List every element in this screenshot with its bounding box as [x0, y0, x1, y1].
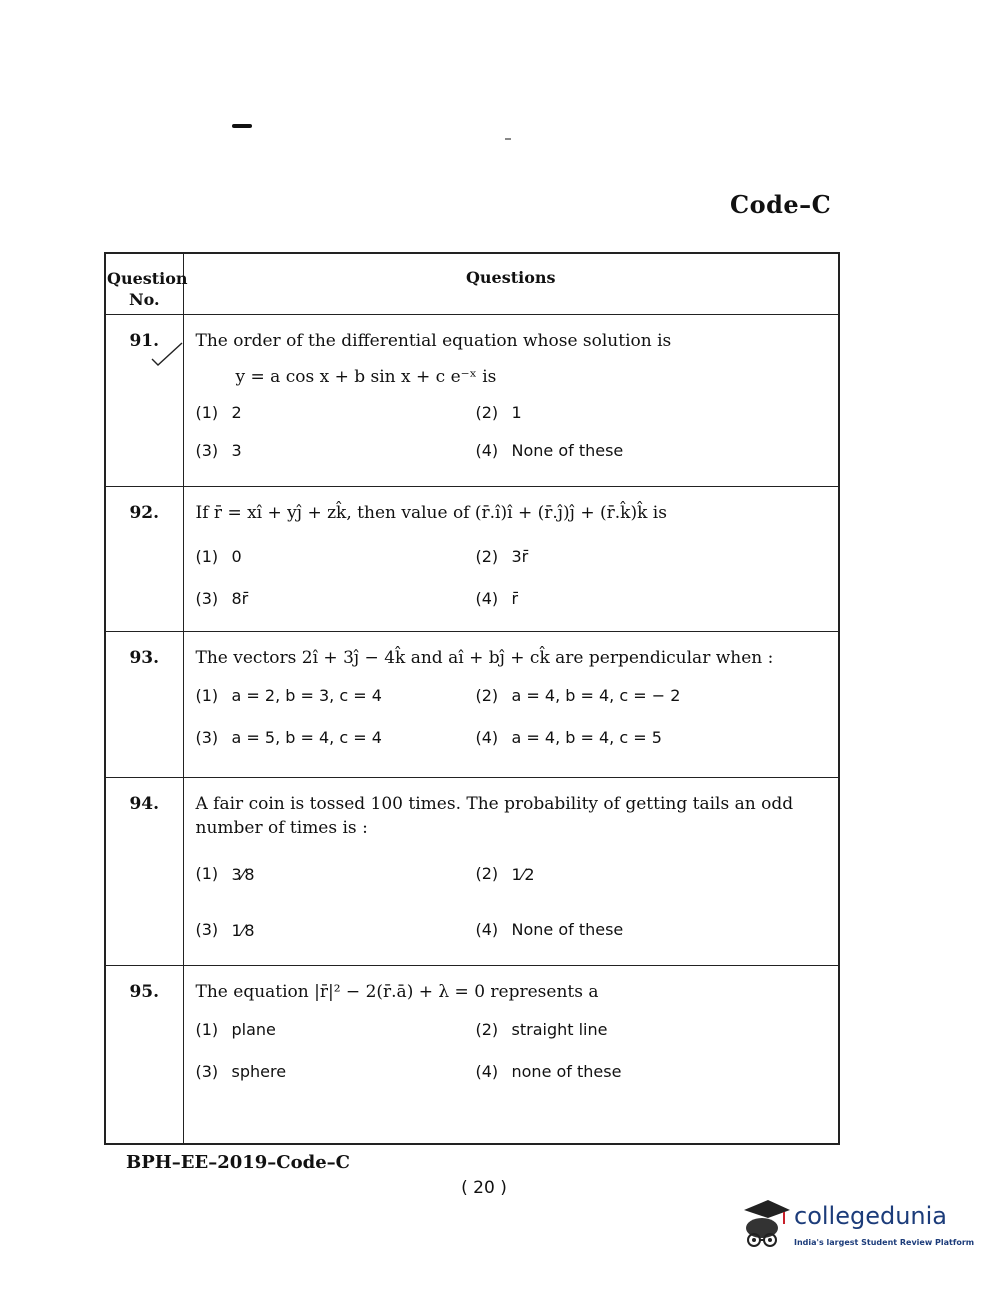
- option-3: (3) 3: [195, 441, 242, 460]
- table-header-row: [105, 253, 839, 315]
- option-1: (1) 0: [195, 547, 242, 566]
- question-row-95: [105, 966, 839, 1145]
- question-row-92: [105, 487, 839, 632]
- question-row-94: [105, 778, 839, 966]
- footer-paper-code: BPH–EE–2019–Code–C: [126, 1152, 350, 1173]
- question-number: 93.: [129, 648, 160, 668]
- option-3: (3) 8r̄: [195, 589, 249, 608]
- option-1: (1) a = 2, b = 3, c = 4: [195, 686, 382, 705]
- option-4: (4) None of these: [475, 441, 624, 460]
- option-3: (3) 1⁄8: [195, 920, 255, 940]
- question-equation: y = a cos x + b sin x + c e⁻ˣ is: [235, 367, 497, 387]
- option-2: (2) 3r̄: [475, 547, 529, 566]
- page-number: ( 20 ): [461, 1178, 507, 1198]
- column-header-question-no: Question No.: [105, 253, 183, 315]
- option-2: (2) 1⁄2: [475, 864, 535, 884]
- option-2: (2) a = 4, b = 4, c = − 2: [475, 686, 681, 705]
- paper-code: Code–C: [730, 190, 832, 219]
- option-4: (4) r̄: [475, 589, 519, 608]
- option-2: (2) straight line: [475, 1020, 608, 1039]
- question-stem: The vectors 2î + 3ĵ − 4k̂ and aî + bĵ + ck̂ are perpendicular when :: [195, 648, 774, 668]
- question-row-93: [105, 632, 839, 778]
- logo-tagline: India's largest Student Review Platform: [794, 1238, 975, 1247]
- question-number: 94.: [129, 794, 160, 814]
- scan-mark: [505, 138, 511, 140]
- question-stem: A fair coin is tossed 100 times. The probability of getting tails an odd number of times is :: [195, 794, 794, 838]
- option-1: (1) 2: [195, 403, 242, 422]
- question-stem: The order of the differential equation whose solution is: [195, 331, 672, 351]
- option-4: (4) None of these: [475, 920, 624, 939]
- question-stem: If r̄ = xî + yĵ + zk̂, then value of (r̄.î)î + (r̄.ĵ)ĵ + (r̄.k̂)k̂ is: [195, 503, 667, 523]
- option-2: (2) 1: [475, 403, 522, 422]
- question-stem: The equation |r̄|² − 2(r̄.ā) + λ = 0 represents a: [195, 982, 599, 1002]
- option-3: (3) sphere: [195, 1062, 287, 1081]
- option-1: (1) plane: [195, 1020, 276, 1039]
- question-number: 92.: [129, 503, 160, 523]
- column-header-questions: Questions: [183, 253, 839, 315]
- question-number: 91.: [129, 331, 160, 351]
- logo-wordmark: collegedunia: [794, 1202, 948, 1230]
- question-number: 95.: [129, 982, 160, 1002]
- question-row-91: [105, 315, 839, 487]
- collegedunia-logo: [738, 1196, 975, 1260]
- questions-table: [104, 252, 840, 1145]
- scan-mark: [232, 124, 252, 128]
- check-mark-icon: [150, 341, 184, 373]
- option-4: (4) none of these: [475, 1062, 622, 1081]
- option-1: (1) 3⁄8: [195, 864, 255, 884]
- option-3: (3) a = 5, b = 4, c = 4: [195, 728, 382, 747]
- option-4: (4) a = 4, b = 4, c = 5: [475, 728, 662, 747]
- student-mascot-icon: [738, 1196, 792, 1256]
